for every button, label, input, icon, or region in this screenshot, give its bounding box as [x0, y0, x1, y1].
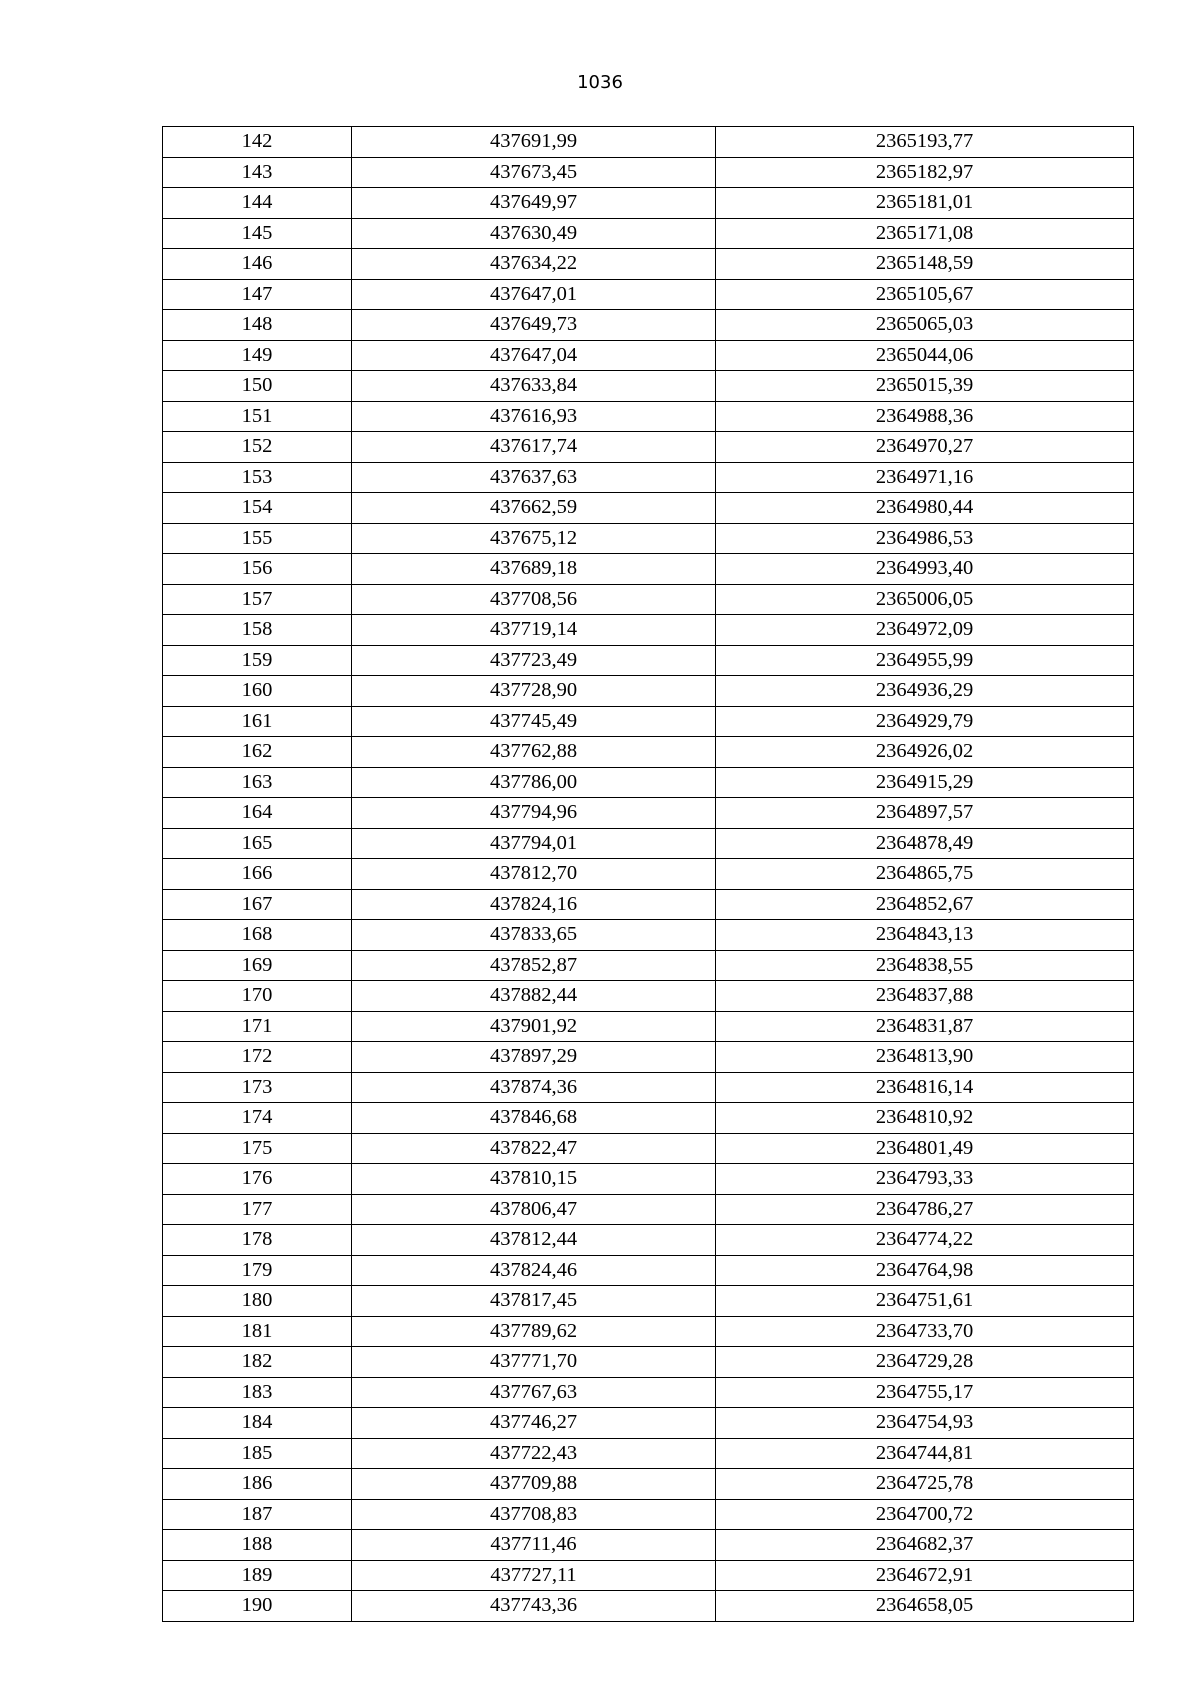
x-coordinate-cell: 437708,83 — [352, 1499, 716, 1530]
x-coordinate-cell: 437633,84 — [352, 371, 716, 402]
y-coordinate-cell: 2365044,06 — [716, 340, 1134, 371]
point-number-cell: 149 — [163, 340, 352, 371]
point-number-cell: 189 — [163, 1560, 352, 1591]
y-coordinate-cell: 2364733,70 — [716, 1316, 1134, 1347]
y-coordinate-cell: 2364838,55 — [716, 950, 1134, 981]
x-coordinate-cell: 437812,44 — [352, 1225, 716, 1256]
table-row — [163, 310, 1134, 341]
x-coordinate-cell: 437789,62 — [352, 1316, 716, 1347]
x-coordinate-cell: 437833,65 — [352, 920, 716, 951]
x-coordinate-cell: 437673,45 — [352, 157, 716, 188]
x-coordinate-cell: 437647,04 — [352, 340, 716, 371]
point-number-cell: 181 — [163, 1316, 352, 1347]
x-coordinate-cell: 437762,88 — [352, 737, 716, 768]
table-row — [163, 1225, 1134, 1256]
y-coordinate-cell: 2364755,17 — [716, 1377, 1134, 1408]
point-number-cell: 183 — [163, 1377, 352, 1408]
table-row — [163, 157, 1134, 188]
y-coordinate-cell: 2364988,36 — [716, 401, 1134, 432]
x-coordinate-cell: 437649,97 — [352, 188, 716, 219]
x-coordinate-cell: 437647,01 — [352, 279, 716, 310]
x-coordinate-cell: 437846,68 — [352, 1103, 716, 1134]
table-row — [163, 1438, 1134, 1469]
y-coordinate-cell: 2364865,75 — [716, 859, 1134, 890]
point-number-cell: 174 — [163, 1103, 352, 1134]
point-number-cell: 150 — [163, 371, 352, 402]
point-number-cell: 153 — [163, 462, 352, 493]
point-number-cell: 147 — [163, 279, 352, 310]
point-number-cell: 144 — [163, 188, 352, 219]
y-coordinate-cell: 2364786,27 — [716, 1194, 1134, 1225]
table-row — [163, 584, 1134, 615]
point-number-cell: 158 — [163, 615, 352, 646]
y-coordinate-cell: 2365015,39 — [716, 371, 1134, 402]
point-number-cell: 143 — [163, 157, 352, 188]
table-row — [163, 1194, 1134, 1225]
point-number-cell: 160 — [163, 676, 352, 707]
table-row — [163, 950, 1134, 981]
y-coordinate-cell: 2364852,67 — [716, 889, 1134, 920]
y-coordinate-cell: 2364837,88 — [716, 981, 1134, 1012]
x-coordinate-cell: 437634,22 — [352, 249, 716, 280]
table-row — [163, 371, 1134, 402]
y-coordinate-cell: 2364929,79 — [716, 706, 1134, 737]
table-row — [163, 1377, 1134, 1408]
point-number-cell: 163 — [163, 767, 352, 798]
point-number-cell: 151 — [163, 401, 352, 432]
point-number-cell: 182 — [163, 1347, 352, 1378]
y-coordinate-cell: 2364658,05 — [716, 1591, 1134, 1622]
x-coordinate-cell: 437637,63 — [352, 462, 716, 493]
point-number-cell: 190 — [163, 1591, 352, 1622]
y-coordinate-cell: 2364725,78 — [716, 1469, 1134, 1500]
table-row — [163, 981, 1134, 1012]
table-row — [163, 645, 1134, 676]
y-coordinate-cell: 2364729,28 — [716, 1347, 1134, 1378]
x-coordinate-cell: 437852,87 — [352, 950, 716, 981]
x-coordinate-cell: 437824,46 — [352, 1255, 716, 1286]
point-number-cell: 148 — [163, 310, 352, 341]
x-coordinate-cell: 437794,96 — [352, 798, 716, 829]
y-coordinate-cell: 2364682,37 — [716, 1530, 1134, 1561]
x-coordinate-cell: 437722,43 — [352, 1438, 716, 1469]
point-number-cell: 178 — [163, 1225, 352, 1256]
y-coordinate-cell: 2364878,49 — [716, 828, 1134, 859]
y-coordinate-cell: 2364793,33 — [716, 1164, 1134, 1195]
table-row — [163, 1042, 1134, 1073]
x-coordinate-cell: 437746,27 — [352, 1408, 716, 1439]
x-coordinate-cell: 437874,36 — [352, 1072, 716, 1103]
y-coordinate-cell: 2364810,92 — [716, 1103, 1134, 1134]
table-row — [163, 1164, 1134, 1195]
x-coordinate-cell: 437824,16 — [352, 889, 716, 920]
point-number-cell: 176 — [163, 1164, 352, 1195]
point-number-cell: 166 — [163, 859, 352, 890]
y-coordinate-cell: 2364700,72 — [716, 1499, 1134, 1530]
point-number-cell: 164 — [163, 798, 352, 829]
table-row — [163, 828, 1134, 859]
x-coordinate-cell: 437743,36 — [352, 1591, 716, 1622]
table-row — [163, 1499, 1134, 1530]
table-row — [163, 706, 1134, 737]
y-coordinate-cell: 2365193,77 — [716, 127, 1134, 158]
page-number: 1036 — [577, 72, 623, 93]
table-row — [163, 249, 1134, 280]
table-row — [163, 523, 1134, 554]
point-number-cell: 177 — [163, 1194, 352, 1225]
point-number-cell: 152 — [163, 432, 352, 463]
y-coordinate-cell: 2365181,01 — [716, 188, 1134, 219]
y-coordinate-cell: 2364764,98 — [716, 1255, 1134, 1286]
y-coordinate-cell: 2364813,90 — [716, 1042, 1134, 1073]
x-coordinate-cell: 437711,46 — [352, 1530, 716, 1561]
x-coordinate-cell: 437727,11 — [352, 1560, 716, 1591]
table-row — [163, 676, 1134, 707]
point-number-cell: 171 — [163, 1011, 352, 1042]
y-coordinate-cell: 2364980,44 — [716, 493, 1134, 524]
y-coordinate-cell: 2365105,67 — [716, 279, 1134, 310]
x-coordinate-cell: 437882,44 — [352, 981, 716, 1012]
x-coordinate-cell: 437630,49 — [352, 218, 716, 249]
table-row — [163, 1469, 1134, 1500]
table-row — [163, 1103, 1134, 1134]
point-number-cell: 179 — [163, 1255, 352, 1286]
table-row — [163, 889, 1134, 920]
x-coordinate-cell: 437675,12 — [352, 523, 716, 554]
point-number-cell: 185 — [163, 1438, 352, 1469]
table-row — [163, 1255, 1134, 1286]
table-row — [163, 1408, 1134, 1439]
y-coordinate-cell: 2364986,53 — [716, 523, 1134, 554]
point-number-cell: 184 — [163, 1408, 352, 1439]
x-coordinate-cell: 437810,15 — [352, 1164, 716, 1195]
table-row — [163, 615, 1134, 646]
x-coordinate-cell: 437901,92 — [352, 1011, 716, 1042]
y-coordinate-cell: 2364672,91 — [716, 1560, 1134, 1591]
point-number-cell: 173 — [163, 1072, 352, 1103]
y-coordinate-cell: 2364831,87 — [716, 1011, 1134, 1042]
point-number-cell: 162 — [163, 737, 352, 768]
x-coordinate-cell: 437662,59 — [352, 493, 716, 524]
point-number-cell: 155 — [163, 523, 352, 554]
point-number-cell: 168 — [163, 920, 352, 951]
table-row — [163, 1286, 1134, 1317]
table-row — [163, 554, 1134, 585]
y-coordinate-cell: 2365065,03 — [716, 310, 1134, 341]
point-number-cell: 157 — [163, 584, 352, 615]
table-row — [163, 188, 1134, 219]
table-row — [163, 462, 1134, 493]
y-coordinate-cell: 2365006,05 — [716, 584, 1134, 615]
table-row — [163, 432, 1134, 463]
table-row — [163, 340, 1134, 371]
y-coordinate-cell: 2364744,81 — [716, 1438, 1134, 1469]
y-coordinate-cell: 2365148,59 — [716, 249, 1134, 280]
y-coordinate-cell: 2364972,09 — [716, 615, 1134, 646]
x-coordinate-cell: 437794,01 — [352, 828, 716, 859]
x-coordinate-cell: 437771,70 — [352, 1347, 716, 1378]
table-row — [163, 1347, 1134, 1378]
table-row — [163, 1560, 1134, 1591]
y-coordinate-cell: 2364754,93 — [716, 1408, 1134, 1439]
x-coordinate-cell: 437689,18 — [352, 554, 716, 585]
y-coordinate-cell: 2364926,02 — [716, 737, 1134, 768]
y-coordinate-cell: 2365171,08 — [716, 218, 1134, 249]
point-number-cell: 161 — [163, 706, 352, 737]
point-number-cell: 146 — [163, 249, 352, 280]
x-coordinate-cell: 437767,63 — [352, 1377, 716, 1408]
x-coordinate-cell: 437617,74 — [352, 432, 716, 463]
point-number-cell: 165 — [163, 828, 352, 859]
table-row — [163, 1133, 1134, 1164]
point-number-cell: 167 — [163, 889, 352, 920]
x-coordinate-cell: 437723,49 — [352, 645, 716, 676]
x-coordinate-cell: 437719,14 — [352, 615, 716, 646]
point-number-cell: 172 — [163, 1042, 352, 1073]
x-coordinate-cell: 437691,99 — [352, 127, 716, 158]
y-coordinate-cell: 2364774,22 — [716, 1225, 1134, 1256]
table-row — [163, 1072, 1134, 1103]
x-coordinate-cell: 437817,45 — [352, 1286, 716, 1317]
y-coordinate-cell: 2364971,16 — [716, 462, 1134, 493]
x-coordinate-cell: 437786,00 — [352, 767, 716, 798]
y-coordinate-cell: 2364955,99 — [716, 645, 1134, 676]
coordinates-table-body — [163, 127, 1134, 1622]
x-coordinate-cell: 437709,88 — [352, 1469, 716, 1500]
y-coordinate-cell: 2364843,13 — [716, 920, 1134, 951]
point-number-cell: 186 — [163, 1469, 352, 1500]
table-row — [163, 798, 1134, 829]
x-coordinate-cell: 437822,47 — [352, 1133, 716, 1164]
point-number-cell: 142 — [163, 127, 352, 158]
y-coordinate-cell: 2364816,14 — [716, 1072, 1134, 1103]
x-coordinate-cell: 437649,73 — [352, 310, 716, 341]
y-coordinate-cell: 2364936,29 — [716, 676, 1134, 707]
point-number-cell: 187 — [163, 1499, 352, 1530]
point-number-cell: 188 — [163, 1530, 352, 1561]
x-coordinate-cell: 437745,49 — [352, 706, 716, 737]
point-number-cell: 156 — [163, 554, 352, 585]
y-coordinate-cell: 2364993,40 — [716, 554, 1134, 585]
point-number-cell: 180 — [163, 1286, 352, 1317]
table-row — [163, 920, 1134, 951]
table-row — [163, 493, 1134, 524]
point-number-cell: 169 — [163, 950, 352, 981]
y-coordinate-cell: 2364970,27 — [716, 432, 1134, 463]
x-coordinate-cell: 437708,56 — [352, 584, 716, 615]
x-coordinate-cell: 437728,90 — [352, 676, 716, 707]
table-row — [163, 767, 1134, 798]
point-number-cell: 154 — [163, 493, 352, 524]
x-coordinate-cell: 437616,93 — [352, 401, 716, 432]
y-coordinate-cell: 2365182,97 — [716, 157, 1134, 188]
x-coordinate-cell: 437806,47 — [352, 1194, 716, 1225]
x-coordinate-cell: 437897,29 — [352, 1042, 716, 1073]
table-row — [163, 279, 1134, 310]
table-row — [163, 1011, 1134, 1042]
point-number-cell: 145 — [163, 218, 352, 249]
table-row — [163, 127, 1134, 158]
table-row — [163, 1530, 1134, 1561]
point-number-cell: 175 — [163, 1133, 352, 1164]
table-row — [163, 737, 1134, 768]
y-coordinate-cell: 2364801,49 — [716, 1133, 1134, 1164]
x-coordinate-cell: 437812,70 — [352, 859, 716, 890]
table-row — [163, 401, 1134, 432]
table-row — [163, 859, 1134, 890]
table-row — [163, 218, 1134, 249]
coordinates-table — [162, 126, 1134, 1622]
table-row — [163, 1316, 1134, 1347]
point-number-cell: 159 — [163, 645, 352, 676]
point-number-cell: 170 — [163, 981, 352, 1012]
y-coordinate-cell: 2364897,57 — [716, 798, 1134, 829]
y-coordinate-cell: 2364915,29 — [716, 767, 1134, 798]
table-row — [163, 1591, 1134, 1622]
y-coordinate-cell: 2364751,61 — [716, 1286, 1134, 1317]
